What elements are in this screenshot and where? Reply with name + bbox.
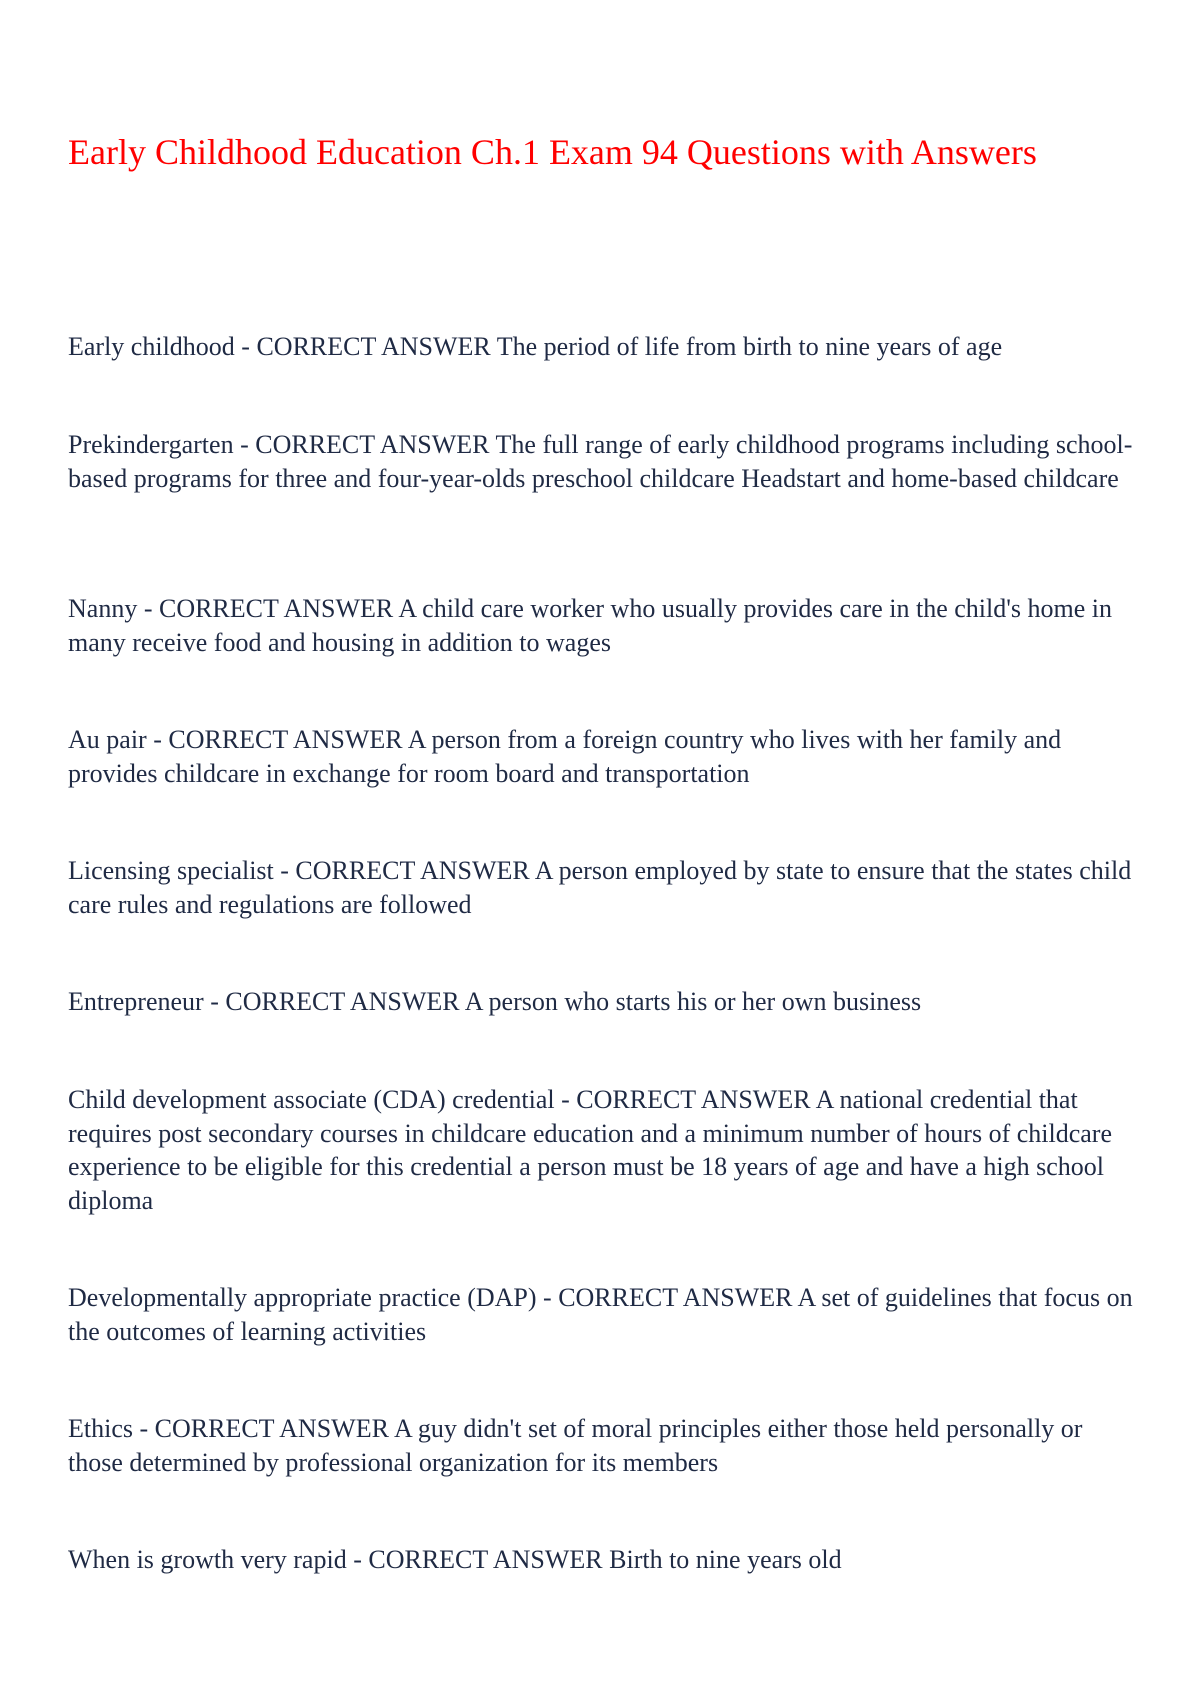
qa-item: Ethics - CORRECT ANSWER A guy didn't set of moral principles either those held personally or those determined by professional organization for its members [68, 1414, 1083, 1477]
qa-item: Developmentally appropriate practice (DAP) - CORRECT ANSWER A set of guidelines that focus on the outcomes of learning activities [68, 1283, 1133, 1346]
qa-item: Nanny - CORRECT ANSWER A child care worker who usually provides care in the child's home in many receive food and housing in addition to wages [68, 594, 1113, 657]
qa-item: Child development associate (CDA) credential - CORRECT ANSWER A national credential that requires post secondary courses in childcare education and a minimum number of hours of childcare experience to be eligible for this credential a person must be 18 years of age and have a high school diploma [68, 1085, 1112, 1215]
qa-item: Au pair - CORRECT ANSWER A person from a foreign country who lives with her family and provides childcare in exchange for room board and transportation [68, 725, 1062, 788]
qa-item: Licensing specialist - CORRECT ANSWER A person employed by state to ensure that the states child care rules and regulations are followed [68, 856, 1132, 919]
document-title: Early Childhood Education Ch.1 Exam 94 Questions with Answers [68, 132, 1037, 172]
qa-item: Prekindergarten - CORRECT ANSWER The full range of early childhood programs including school-based programs for three and four-year-olds preschool childcare Headstart and home-based childcare [68, 430, 1133, 493]
qa-item: When is growth very rapid - CORRECT ANSWER Birth to nine years old [68, 1545, 842, 1574]
qa-item: Entrepreneur - CORRECT ANSWER A person who starts his or her own business [68, 987, 922, 1016]
qa-item: Early childhood - CORRECT ANSWER The period of life from birth to nine years of age [68, 332, 1003, 361]
